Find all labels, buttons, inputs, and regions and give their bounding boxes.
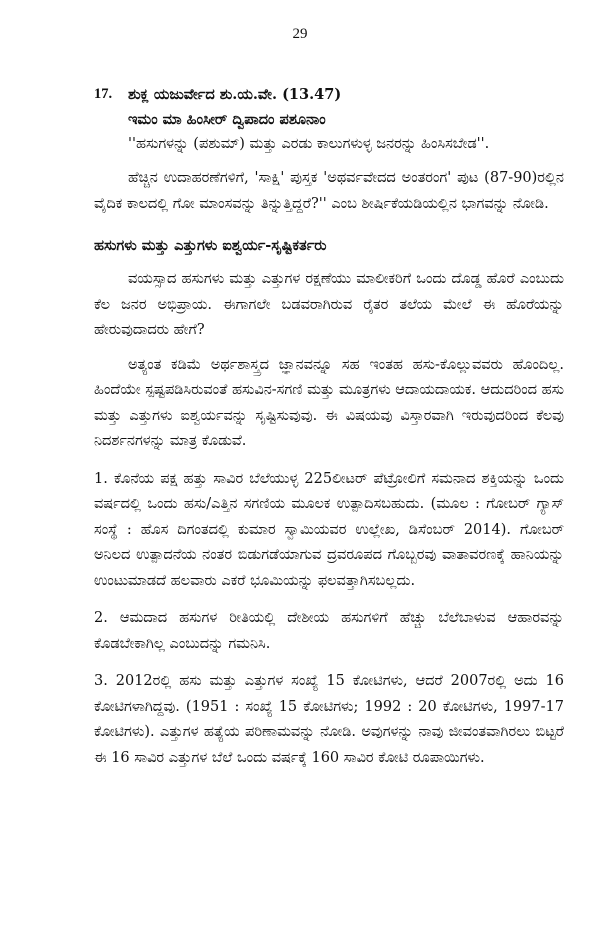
section-heading — [94, 82, 564, 107]
list-item-3: 3. 2012ರಲ್ಲಿ ಹಸು ಮತ್ತು ಎತ್ತುಗಳ ಸಂಖ್ಯೆ 15 ಕೋಟಿಗಳು, ಆದರೆ 2007ರಲ್ಲಿ ಅದು 16 ಕೋಟಿಗಳಾಗಿದ್ದವು. (1951 : ಸಂಖ್ಯೆ 15 ಕೋಟಿಗಳು; 1992 : 20 ಕೋಟಿಗಳು, 1997-17 ಕೋಟಿಗಳು). ಎತ್ತುಗಳ ಹತ್ಯೆಯ ಪರಿಣಾಮವನ್ನು ನೋಡಿ. ಅವುಗಳನ್ನು ನಾವು ಜೀವಂತವಾಗಿರಲು ಬಿಟ್ಟರೆ ಈ 16 ಸಾವಿರ ಎತ್ತುಗಳ ಬೆಲೆ ಒಂದು ವರ್ಷಕ್ಕೆ 160 ಸಾವಿರ ಕೋಟಿ ರೂಪಾಯಿಗಳು. — [94, 673, 564, 766]
subheading: ಹಸುಗಳು ಮತ್ತು ಎತ್ತುಗಳು ಐಶ್ವರ್ಯ-ಸೃಷ್ಟಿಕರ್ತರು — [94, 237, 327, 254]
list-item-2: 2. ಆಮದಾದ ಹಸುಗಳ ರೀತಿಯಲ್ಲಿ ದೇಶೀಯ ಹಸುಗಳಿಗೆ ಹೆಚ್ಚು ಬೆಲೆಬಾಳುವ ಆಹಾರವನ್ನು ಕೊಡಬೇಕಾಗಿಲ್ಲ ಎಂಬುದನ್ನು ಗಮನಿಸಿ. — [94, 610, 564, 652]
section-number: 17. — [94, 86, 113, 102]
list-item-1: 1. ಕೊನೆಯ ಪಕ್ಷ ಹತ್ತು ಸಾವಿರ ಬೆಲೆಯುಳ್ಳ 225ಲೀಟರ್ ಪೆಟ್ರೋಲಿಗೆ ಸಮನಾದ ಶಕ್ತಿಯನ್ನು ಒಂದು ವರ್ಷದಲ್ಲಿ ಒಂದು ಹಸು/ಎತ್ತಿನ ಸಗಣಿಯ ಮೂಲಕ ಉತ್ಪಾದಿಸಬಹುದು. (ಮೂಲ : ಗೋಬರ್ ಗ್ಯಾಸ್ ಸಂಸ್ಥೆ : ಹೊಸ ದಿಗಂತದಲ್ಲಿ ಕುಮಾರ ಸ್ವಾಮಿಯವರ ಉಲ್ಲೇಖ, ಡಿಸೆಂಬರ್ 2014). ಗೋಬರ್ ಅನಿಲದ ಉತ್ಪಾದನೆಯ ನಂತರ ಬಿಡುಗಡೆಯಾಗುವ ದ್ರವರೂಪದ ಗೊಬ್ಬರವು ವಾತಾವರಣಕ್ಕೆ ಹಾನಿಯನ್ನು ಉಂಟುಮಾಡದೆ ಹಲವಾರು ಎಕರೆ ಭೂಮಿಯನ್ನು ಫಲವತ್ತಾಗಿಸಬಲ್ಲದು. — [94, 470, 564, 589]
page-content — [94, 82, 564, 771]
paragraph-burden: ವಯಸ್ಸಾದ ಹಸುಗಳು ಮತ್ತು ಎತ್ತುಗಳ ರಕ್ಷಣೆಯು ಮಾಲೀಕರಿಗೆ ಒಂದು ದೊಡ್ಡ ಹೊರೆ ಎಂಬುದು ಕೆಲ ಜನರ ಅಭಿಪ್ರಾಯ. ಈಗಾಗಲೇ ಬಡವರಾಗಿರುವ ರೈತರ ತಲೆಯ ಮೇಲೆ ಈ ಹೊರೆಯನ್ನು ಹೇರುವುದಾದರು ಹೇಗೆ? — [94, 271, 564, 338]
section-subtitle: ಇಮಂ ಮಾ ಹಿಂಸೀರ್ ದ್ವಿಪಾದಂ ಪಶೂನಾಂ — [128, 111, 326, 128]
page-number: 29 — [292, 26, 308, 42]
section-quote: ''ಹಸುಗಳನ್ನು (ಪಶುಮ್) ಮತ್ತು ಎರಡು ಕಾಲುಗಳುಳ್ಳ ಜನರನ್ನು ಹಿಂಸಿಸಬೇಡ''. — [128, 136, 490, 152]
section-title: ಶುಕ್ಲ ಯಜುರ್ವೇದ ಶು.ಯ.ವೇ. (13.47) — [128, 86, 342, 103]
paragraph-economics: ಅತ್ಯಂತ ಕಡಿಮೆ ಅರ್ಥಶಾಸ್ತ್ರದ ಜ್ಞಾನವನ್ನೂ ಸಹ ಇಂತಹ ಹಸು-ಕೊಲ್ಲುವವರು ಹೊಂದಿಲ್ಲ. ಹಿಂದೆಯೇ ಸ್ಪಷ್ಟಪಡಿಸಿರುವಂತೆ ಹಸುವಿನ-ಸಗಣಿ ಮತ್ತು ಮೂತ್ರಗಳು ಆದಾಯದಾಯಕ. ಆದುದರಿಂದ ಹಸು ಮತ್ತು ಎತ್ತುಗಳು ಐಶ್ವರ್ಯವನ್ನು ಸೃಷ್ಟಿಸುವುವು. ಈ ವಿಷಯವು ವಿಸ್ತಾರವಾಗಿ ಇರುವುದರಿಂದ ಕೆಲವು ನಿದರ್ಶನಗಳನ್ನು ಮಾತ್ರ ಕೊಡುವೆ. — [94, 356, 564, 449]
paragraph-reference: ಹೆಚ್ಚಿನ ಉದಾಹರಣೆಗಳಿಗೆ, 'ಸಾಕ್ಷಿ' ಪುಸ್ತಕ 'ಅಥರ್ವವೇದದ ಅಂತರಂಗ' ಪುಟ (87-90)ರಲ್ಲಿನ ವೈದಿಕ ಕಾಲದಲ್ಲಿ ಗೋ ಮಾಂಸವನ್ನು ತಿನ್ನುತ್ತಿದ್ದರೆ?'' ಎಂಬ ಶೀರ್ಷಿಕೆಯಡಿಯಲ್ಲಿನ ಭಾಗವನ್ನು ನೋಡಿ. — [94, 170, 564, 212]
